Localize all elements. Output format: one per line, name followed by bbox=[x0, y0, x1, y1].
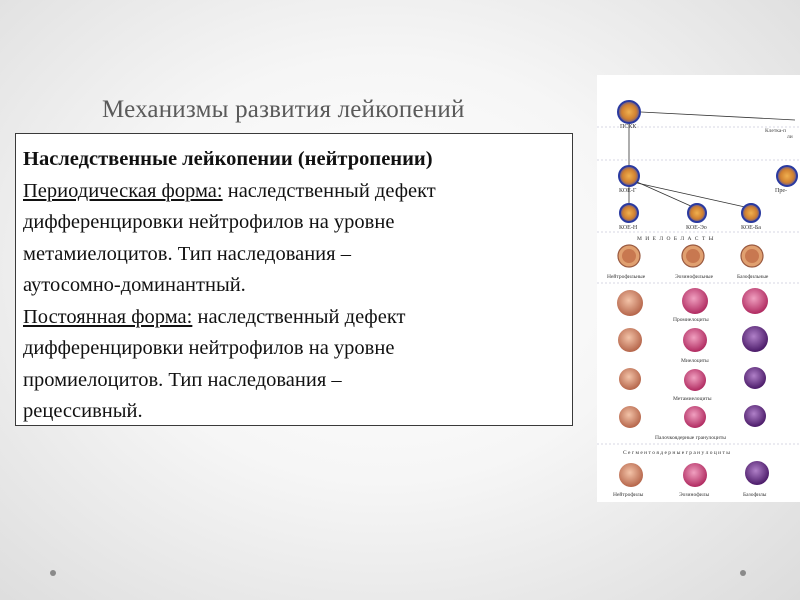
diagram-svg bbox=[597, 75, 800, 502]
metamyelocyte-basophil bbox=[744, 367, 766, 389]
koe-eo-cell bbox=[688, 204, 706, 222]
koe-g-label: КОЕ-Г bbox=[619, 188, 637, 194]
koe-eo-label: КОЕ-Эо bbox=[686, 225, 707, 231]
myeloblast-label-basophil: Базофильные bbox=[737, 274, 769, 280]
top-right-label-1: Клетка-п bbox=[765, 128, 787, 134]
promyelocyte-eosinophil bbox=[682, 288, 708, 314]
periodic-form-line-3: метамиелоцитов. Тип наследования – bbox=[23, 242, 351, 265]
periodic-form-line-2: дифференцировки нейтрофилов на уровне bbox=[23, 211, 395, 233]
permanent-form-line bbox=[23, 302, 566, 334]
segmented-eosinophil bbox=[683, 463, 707, 487]
final-label-eosinophil: Эозинофилы bbox=[679, 492, 710, 498]
periodic-form-line-4: аутосомно-доминантный. bbox=[23, 274, 246, 296]
periodic-form-text: наследственный дефект bbox=[222, 179, 436, 202]
myelocyte-neutrophil bbox=[618, 328, 642, 352]
koe-n-cell bbox=[620, 204, 638, 222]
myelocytes-label: Миелоциты bbox=[681, 358, 709, 364]
hematopoiesis-diagram bbox=[597, 75, 800, 502]
slide-title: Механизмы развития лейкопений bbox=[102, 96, 465, 123]
koe-n-label: КОЕ-Н bbox=[619, 225, 638, 231]
koe-g-cell bbox=[619, 166, 639, 186]
pre-cell bbox=[777, 166, 797, 186]
permanent-form-line-2: дифференцировки нейтрофилов на уровне bbox=[23, 337, 395, 359]
promyelocytes-label: Промиелоциты bbox=[673, 317, 709, 323]
permanent-form-line-4: рецессивный. bbox=[23, 400, 143, 422]
myeloblasts-header: М И Е Л О Б Л А С Т Ы bbox=[637, 236, 715, 242]
permanent-form-line-3: промиелоцитов. Тип наследования – bbox=[23, 368, 342, 391]
band-eosinophil bbox=[684, 406, 706, 428]
myeloblast-label-eosinophil: Эозинофильные bbox=[675, 274, 714, 280]
myelocyte-eosinophil bbox=[683, 328, 707, 352]
promyelocyte-neutrophil bbox=[617, 290, 643, 316]
band-basophil bbox=[744, 405, 766, 427]
text-box bbox=[15, 133, 573, 426]
segmented-header: С е г м е н т о я д е р н ы е г р а н у л о ц и т ы bbox=[623, 450, 730, 456]
final-label-basophil: Базофилы bbox=[743, 492, 767, 498]
periodic-form-line bbox=[23, 176, 566, 208]
band-neutrophil bbox=[619, 406, 641, 428]
periodic-form-label: Периодическая форма: bbox=[23, 179, 223, 202]
stem-cell bbox=[618, 101, 640, 123]
koe-ba-cell bbox=[742, 204, 760, 222]
metamyelocyte-eosinophil bbox=[684, 369, 706, 391]
slide-bullet-left bbox=[50, 570, 56, 576]
pre-label: Пре- bbox=[775, 188, 787, 194]
metamyelocyte-neutrophil bbox=[619, 368, 641, 390]
band-label: Палочкоядерные гранулоциты bbox=[655, 435, 726, 441]
promyelocyte-basophil bbox=[742, 288, 768, 314]
myelocyte-basophil bbox=[742, 326, 768, 352]
top-right-label-2: ли bbox=[787, 134, 793, 140]
myeloblast-label-neutrophil: Нейтрофильные bbox=[607, 274, 646, 280]
metamyelocytes-label: Метамиелоциты bbox=[673, 396, 712, 402]
segmented-neutrophil bbox=[619, 463, 643, 487]
permanent-form-text: наследственный дефект bbox=[192, 305, 406, 328]
final-label-neutrophil: Нейтрофилы bbox=[613, 492, 644, 498]
slide-bullet-right bbox=[740, 570, 746, 576]
koe-ba-label: КОЕ-Ба bbox=[741, 225, 761, 231]
segmented-basophil bbox=[745, 461, 769, 485]
box-heading: Наследственные лейкопении (нейтропении) bbox=[23, 148, 433, 170]
pskk-label: ПСКК bbox=[620, 124, 637, 130]
permanent-form-label: Постоянная форма: bbox=[23, 305, 193, 328]
